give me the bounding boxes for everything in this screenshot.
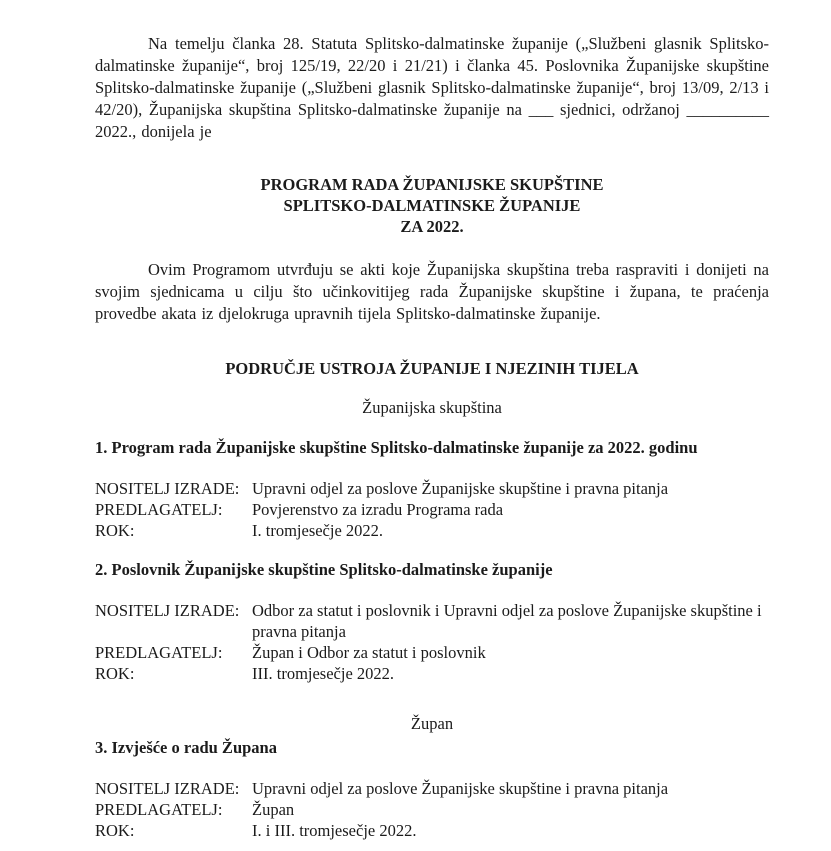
detail-value: I. tromjesečje 2022. — [252, 521, 384, 540]
intro-paragraph: Na temelju članka 28. Statuta Splitsko-dalmatinske županije („Službeni glasnik Splitsko-dalmatinske županije“, broj 125/19, 22/20 i 21/21) i članka 45. Poslovnika Županijske skupštine Splitsko-dalmatinske županije („Službeni glasnik Splitsko-dalmatinske županije“, broj 13/09, 2/13 i 42/20), Županijska skupština Splitsko-dalmatinske županije na ___ sjednici, održanoj __________ 2022., donijela je — [95, 34, 769, 141]
detail-value: Župan — [252, 800, 295, 819]
detail-value: III. tromjesečje 2022. — [252, 664, 395, 683]
detail-label: PREDLAGATELJ: — [95, 800, 223, 819]
detail-label: PREDLAGATELJ: — [95, 500, 223, 519]
detail-value: Upravni odjel za poslove Županijske skupštine i pravna pitanja — [252, 779, 669, 798]
section-heading: PODRUČJE USTROJA ŽUPANIJE I NJEZINIH TIJELA — [225, 359, 639, 378]
detail-label: NOSITELJ IZRADE: — [95, 601, 240, 620]
purpose-paragraph: Ovim Programom utvrđuju se akti koje Županijska skupština treba raspraviti i donijeti na svojim sjednicama u cilju što učinkovitijeg rada Županijske skupštine i župana, te praćenja provedbe akata iz djelokruga upravnih tijela Splitsko-dalmatinske županije. — [95, 260, 769, 323]
subsection-zupan — [95, 713, 769, 841]
subsection-heading: Župan — [410, 714, 454, 733]
detail-label: NOSITELJ IZRADE: — [95, 479, 240, 498]
detail-value: Odbor za statut i poslovnik i Upravni odjel za poslove Županijske skupštine i pravna pitanja — [252, 601, 762, 641]
agenda-item-2 — [95, 559, 769, 684]
detail-value: Upravni odjel za poslove Županijske skupštine i pravna pitanja — [252, 479, 669, 498]
agenda-item-1-details — [95, 478, 769, 541]
agenda-item-3-details — [95, 778, 769, 841]
detail-label: PREDLAGATELJ: — [95, 643, 223, 662]
title-line-2: SPLITSKO-DALMATINSKE ŽUPANIJE — [283, 196, 581, 215]
agenda-item-1 — [95, 437, 769, 541]
detail-value: Župan i Odbor za statut i poslovnik — [252, 643, 486, 662]
title-line-1: PROGRAM RADA ŽUPANIJSKE SKUPŠTINE — [260, 175, 604, 194]
title-line-3: ZA 2022. — [400, 217, 464, 236]
detail-value: I. i III. tromjesečje 2022. — [252, 821, 417, 840]
detail-label: ROK: — [95, 521, 135, 540]
agenda-item-3 — [95, 737, 769, 841]
detail-label: NOSITELJ IZRADE: — [95, 779, 240, 798]
subsection-zupanijska-skupstina — [95, 397, 769, 684]
document-title — [95, 174, 769, 237]
detail-value: Povjerenstvo za izradu Programa rada — [252, 500, 504, 519]
agenda-item-2-title: 2. Poslovnik Županijske skupštine Splitsko-dalmatinske županije — [95, 560, 553, 579]
subsection-heading: Županijska skupština — [362, 398, 502, 417]
detail-label: ROK: — [95, 821, 135, 840]
detail-label: ROK: — [95, 664, 135, 683]
agenda-item-1-title: 1. Program rada Županijske skupštine Splitsko-dalmatinske županije za 2022. godinu — [95, 438, 698, 457]
agenda-item-3-title: 3. Izvješće o radu Župana — [95, 738, 277, 757]
agenda-item-2-details — [95, 600, 769, 684]
